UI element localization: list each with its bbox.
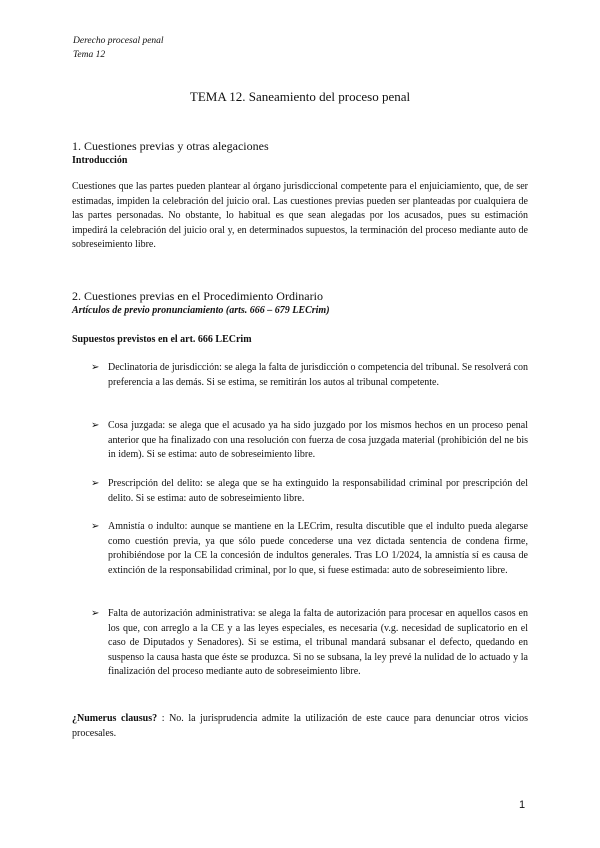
list-item: Cosa juzgada: se alega que el acusado ya ha sido juzgado por los mismos hechos en un proceso penal anterior que ha finalizado con una resolución con fuerza de cosa juzgada material (prohibición del ne bis in idem). Si se estima: auto de sobreseimiento libre. [108, 420, 528, 460]
list-item: Falta de autorización administrativa: se alega la falta de autorización para procesar en aquellos casos en los que, con arreglo a la CE y a las leyes especiales, es necesaria (v.g. necesidad de suplicatorio en el caso de Diputados y Senadores). Si se estima, el tribunal mandará subsanar el defecto, quedando en suspenso la causa hasta que éste se produzca. Si no se subsana, la ley prevé la nulidad de lo actuado y la finalización del proceso mediante auto de sobreseimiento libre. [108, 608, 528, 677]
page-number: 1 [519, 799, 526, 811]
page-title: TEMA 12. Saneamiento del proceso penal [189, 89, 411, 104]
bullet-arrow-icon: ➢ [91, 521, 100, 532]
header-subject: Derecho procesal penal [73, 36, 164, 46]
bullet-arrow-icon: ➢ [91, 362, 100, 373]
section1-subheading: Introducción [72, 155, 128, 166]
section2-subheading: Artículos de previo pronunciamiento (arts. 666 – 679 LECrim) [72, 305, 330, 316]
closing-text: : No. la jurisprudencia admite la utilización de este cauce para denunciar otros vicios procesales. [72, 713, 528, 739]
closing-paragraph [72, 712, 528, 741]
closing-bold: ¿Numerus clausus? [72, 713, 158, 724]
bullet-arrow-icon: ➢ [91, 608, 100, 619]
bullet-arrow-icon: ➢ [91, 420, 100, 431]
header-topic: Tema 12 [73, 50, 106, 60]
list-item: Declinatoria de jurisdicción: se alega la falta de jurisdicción o competencia del tribunal. Se resolverá con preferencia a las demás. Si se estima, se remitirán los autos al tribunal competente. [108, 362, 528, 388]
list-item: Amnistía o indulto: aunque se mantiene en la LECrim, resulta discutible que el indulto pueda alegarse como cuestión previa, ya que sólo puede concederse una vez dictada sentencia de condena firme, prohibiéndose por la CE la concesión de indultos generales. Tras LO 1/2024, la amnistía sí es causa de extinción de la responsabilidad criminal, por lo que, si fuese estimada: auto de sobreseimiento libre. [108, 521, 528, 576]
list-item: Prescripción del delito: se alega que se ha extinguido la responsabilidad criminal por prescripción del delito. Si se estima: auto de sobreseimiento libre. [108, 478, 528, 504]
section2-heading: 2. Cuestiones previas en el Procedimiento Ordinario [72, 289, 323, 303]
section1-paragraph: Cuestiones que las partes pueden plantear al órgano jurisdiccional competente para el enjuiciamiento, que, de ser estimadas, impiden la celebración del juicio oral. Las cuestiones previas pueden ser planteadas por cualquiera de las partes personadas. No obstante, lo habitual es que sean alegadas por los acusados, pues su estimación impedirá la celebración del juicio oral y, en determinados supuestos, la terminación del proceso mediante auto de sobreseimiento libre. [72, 181, 528, 250]
section1-heading: 1. Cuestiones previas y otras alegaciones [72, 139, 269, 153]
bullet-arrow-icon: ➢ [91, 478, 100, 489]
section2-subsubheading: Supuestos previstos en el art. 666 LECrim [72, 334, 252, 345]
